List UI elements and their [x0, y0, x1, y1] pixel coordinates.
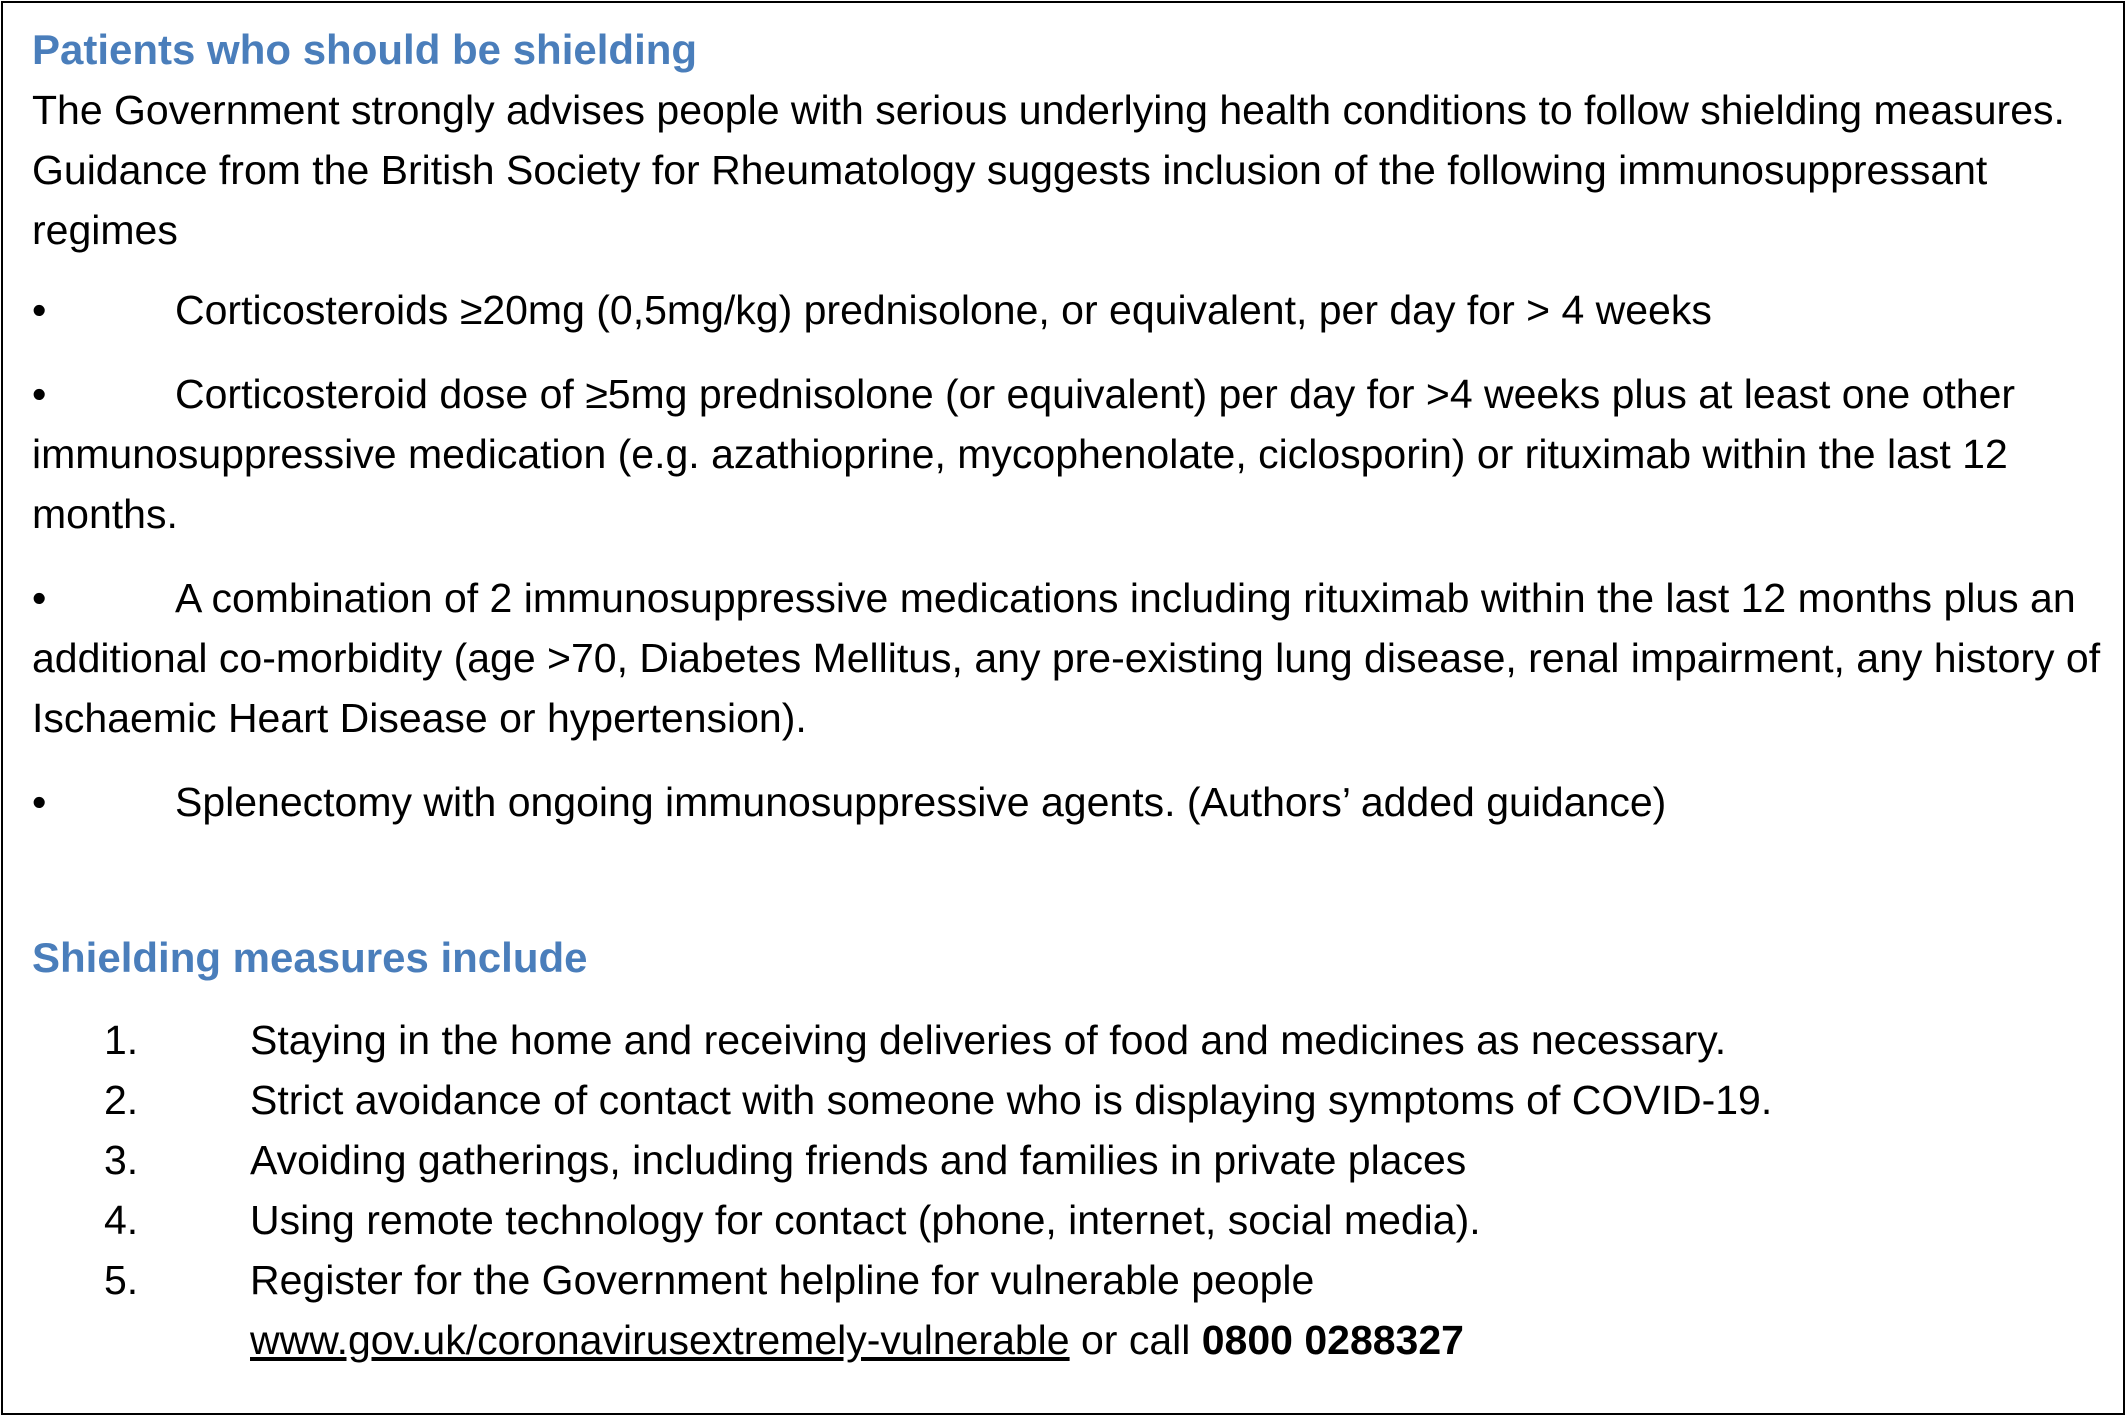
- list-number: 4.: [104, 1197, 139, 1243]
- heading-shielding-patients: Patients who should be shielding: [32, 26, 698, 73]
- list-item-text: Splenectomy with ongoing immunosuppressive agents. (Authors’ added guidance): [175, 779, 1667, 825]
- list-number: 1.: [104, 1017, 139, 1063]
- list-item: [32, 1190, 2112, 1250]
- list-item: [32, 1010, 2112, 1070]
- list-number: 3.: [104, 1137, 139, 1183]
- measures-list: [32, 1010, 2112, 1370]
- call-text: or call: [1069, 1317, 1202, 1363]
- list-item: [32, 1130, 2112, 1190]
- intro-paragraph: The Government strongly advises people with serious underlying health conditions to follow shielding measures. Guidance from the British Society for Rheumatology suggests inclusion of the following immunosuppressant regimes: [32, 87, 2065, 253]
- list-item-text: Avoiding gatherings, including friends and families in private places: [250, 1137, 1467, 1183]
- list-number: 5.: [104, 1257, 139, 1303]
- heading-shielding-measures: Shielding measures include: [32, 934, 588, 981]
- bullet-icon: •: [32, 575, 47, 621]
- bullet-icon: •: [32, 371, 47, 417]
- list-item-text: Staying in the home and receiving deliveries of food and medicines as necessary.: [250, 1017, 1727, 1063]
- list-item-text: Corticosteroids ≥20mg (0,5mg/kg) prednisolone, or equivalent, per day for > 4 weeks: [175, 287, 1712, 333]
- list-item: [32, 280, 2112, 340]
- document-body: [32, 20, 2112, 1370]
- bullet-icon: •: [32, 779, 47, 825]
- list-item: [32, 772, 2112, 832]
- helpline-phone-number: 0800 0288327: [1201, 1317, 1464, 1363]
- list-item: [32, 1070, 2112, 1130]
- list-item-text: Strict avoidance of contact with someone who is displaying symptoms of COVID-19.: [250, 1077, 1773, 1123]
- list-item-text: A combination of 2 immunosuppressive medications including rituximab within the last 12 months plus an additional co-morbidity (age >70, Diabetes Mellitus, any pre-existing lung disease, renal impairment, any history of Ischaemic Heart Disease or hypertension).: [32, 575, 2101, 741]
- list-item: [32, 364, 2112, 544]
- list-item-text: Using remote technology for contact (phone, internet, social media).: [250, 1197, 1481, 1243]
- helpline-link[interactable]: www.gov.uk/coronavirusextremely-vulnerable: [250, 1317, 1070, 1363]
- regime-list: [32, 280, 2112, 832]
- list-item-text: Register for the Government helpline for vulnerable people: [250, 1257, 1315, 1303]
- list-item-text: Corticosteroid dose of ≥5mg prednisolone (or equivalent) per day for >4 weeks plus at least one other immunosuppressive medication (e.g. azathioprine, mycophenolate, ciclosporin) or rituximab within the last 12 months.: [32, 371, 2016, 537]
- list-number: 2.: [104, 1077, 139, 1123]
- list-item: [32, 568, 2112, 748]
- list-item: [32, 1250, 2112, 1370]
- bullet-icon: •: [32, 287, 47, 333]
